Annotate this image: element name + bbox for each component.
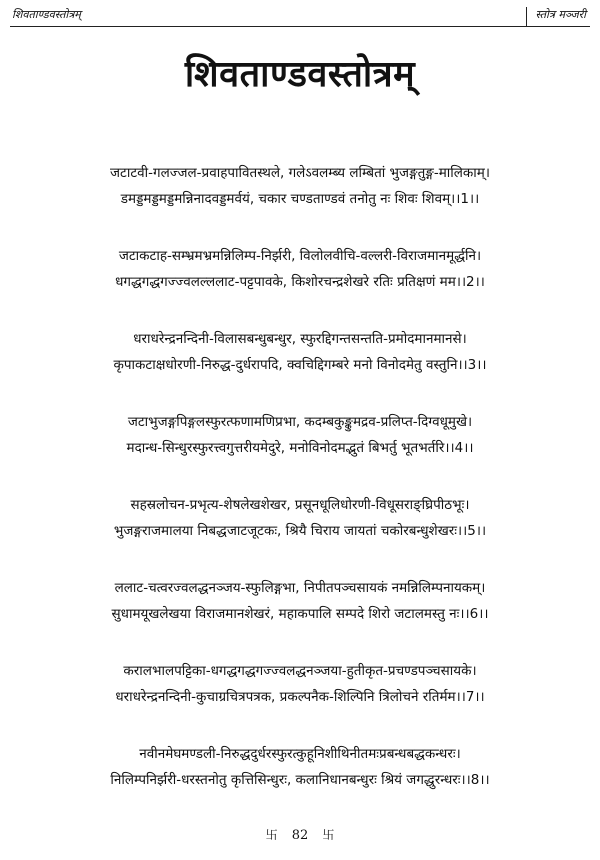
verse-5: [0, 492, 600, 575]
verse-2: [0, 243, 600, 326]
verse-line: करालभालपट्टिका-धगद्धगद्धगज्ज्वलद्धनञ्जया-हुतीकृत-प्रचण्डपञ्चसायके।: [123, 663, 477, 679]
verse-4: [0, 409, 600, 492]
running-header: [10, 4, 590, 27]
verse-7: [0, 658, 600, 741]
page-title: शिवताण्डवस्तोत्रम्: [184, 54, 416, 95]
verse-line: धराधरेन्द्रनन्दिनी-कुचाग्रचित्रपत्रक, प्रकल्पनैक-शिल्पिनि त्रिलोचने रतिर्मम।।7।।: [115, 689, 485, 705]
verse-line: डमड्डमड्डमड्डमन्निनादवड्डमर्वयं, चकार चण्डताण्डवं तनोतु नः शिवः शिवम्।।1।।: [120, 191, 480, 207]
verse-6: [0, 575, 600, 658]
verse-line: कृपाकटाक्षधोरणी-निरुद्ध-दुर्धरापदि, क्वचिद्दिगम्बरे मनो विनोदमेतु वस्तुनि।।3।।: [113, 357, 487, 373]
verse-list: [0, 160, 600, 824]
verse-line: नवीनमेघमण्डली-निरुद्धदुर्धरस्फुरत्कुहूनिशीथिनीतमःप्रबन्धबद्धकन्धरः।: [139, 746, 461, 762]
page-footer: [0, 826, 600, 843]
verse-1: [0, 160, 600, 243]
swastika-icon: 卐: [322, 828, 335, 842]
verse-line: मदान्ध-सिन्धुरस्फुरत्त्वगुत्तरीयमेदुरे, मनोविनोदमद्भुतं बिभर्तु भूतभर्तरि।।4।।: [126, 440, 474, 456]
verse-line: जटाभुजङ्गपिङ्गलस्फुरत्फणामणिप्रभा, कदम्बकुङ्कुमद्रव-प्रलिप्त-दिग्वधूमुखे।: [127, 414, 473, 430]
verse-line: भुजङ्गराजमालया निबद्धजाटजूटकः, श्रियै चिराय जायतां चकोरबन्धुशेखरः।।5।।: [113, 523, 487, 539]
verse-line: जटाटवी-गलज्जल-प्रवाहपावितस्थले, गलेऽवलम्ब्य लम्बितां भुजङ्गतुङ्ग-मालिकाम्।: [110, 165, 490, 181]
verse-line: सहस्रलोचन-प्रभृत्य-शेषलेखशेखर, प्रसूनधूलिधोरणी-विधूसराङ्घ्रिपीठभूः।: [130, 497, 470, 513]
verse-line: निलिम्पनिर्झरी-धरस्तनोतु कृत्तिसिन्धुरः, कलानिधानबन्धुरः श्रियं जगद्धुरन्धरः।।8।।: [110, 772, 490, 788]
swastika-icon: 卐: [265, 828, 278, 842]
verse-3: [0, 326, 600, 409]
verse-line: ललाट-चत्वरज्वलद्धनञ्जय-स्फुलिङ्गभा, निपीतपञ्चसायकं नमन्निलिम्पनायकम्।: [114, 580, 486, 596]
verse-line: धराधरेन्द्रनन्दिनी-विलासबन्धुबन्धुर, स्फुरद्दिगन्तसन्तति-प्रमोदमानमानसे।: [133, 331, 467, 347]
verse-line: सुधामयूखलेखया विराजमानशेखरं, महाकपालि सम्पदे शिरो जटालमस्तु नः।।6।।: [111, 606, 489, 622]
verse-8: [0, 741, 600, 824]
page-number: 82: [291, 828, 309, 843]
running-header-left: शिवताण्डवस्तोत्रम्: [12, 8, 81, 21]
verse-line: जटाकटाह-सम्भ्रमभ्रमन्निलिम्प-निर्झरी, विलोलवीचि-वल्लरी-विराजमानमूर्द्धनि।: [118, 248, 482, 264]
verse-line: धगद्धगद्धगज्ज्वलल्ललाट-पट्टपावके, किशोरचन्द्रशेखरे रतिः प्रतिक्षणं मम।।2।।: [115, 274, 485, 290]
running-header-right: स्तोत्र मञ्जरी: [526, 7, 586, 26]
